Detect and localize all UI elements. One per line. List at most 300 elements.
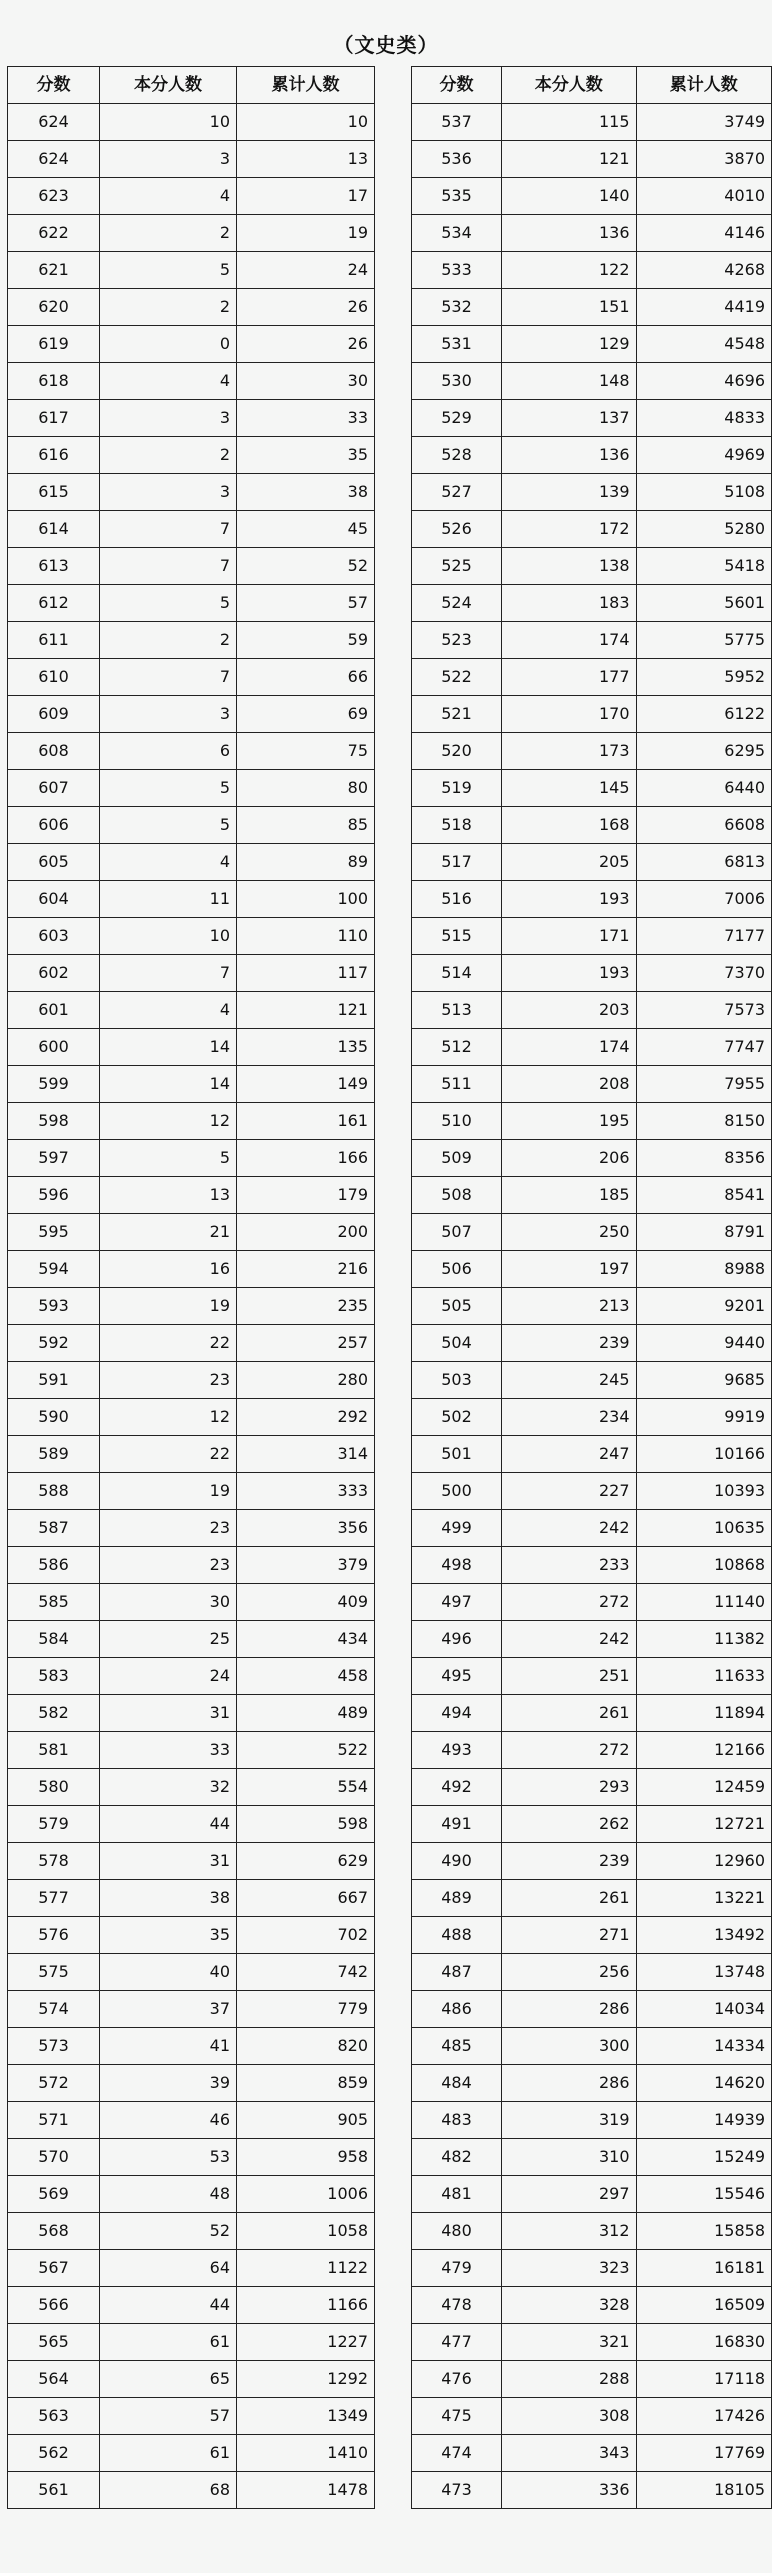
table-row [412, 437, 772, 474]
cell-count: 336 [502, 2472, 637, 2509]
cell-count: 44 [100, 1806, 237, 1843]
cell-count: 168 [502, 807, 637, 844]
cell-count: 7 [100, 659, 237, 696]
cell-score: 595 [8, 1214, 100, 1251]
table-row [8, 2361, 375, 2398]
cell-cumulative: 10868 [636, 1547, 771, 1584]
cell-score: 515 [412, 918, 502, 955]
cell-score: 564 [8, 2361, 100, 2398]
cell-cumulative: 13 [237, 141, 375, 178]
cell-score: 499 [412, 1510, 502, 1547]
table-row [8, 881, 375, 918]
table-row [412, 2324, 772, 2361]
table-row [8, 1658, 375, 1695]
cell-count: 5 [100, 770, 237, 807]
cell-cumulative: 409 [237, 1584, 375, 1621]
cell-score: 562 [8, 2435, 100, 2472]
cell-score: 477 [412, 2324, 502, 2361]
cell-score: 496 [412, 1621, 502, 1658]
cell-count: 7 [100, 511, 237, 548]
table-row [412, 844, 772, 881]
cell-cumulative: 8791 [636, 1214, 771, 1251]
table-row [412, 474, 772, 511]
header-cumulative: 累计人数 [237, 67, 375, 104]
table-row [412, 770, 772, 807]
table-row [8, 733, 375, 770]
table-row [412, 400, 772, 437]
cell-cumulative: 6440 [636, 770, 771, 807]
cell-score: 501 [412, 1436, 502, 1473]
cell-count: 328 [502, 2287, 637, 2324]
cell-count: 172 [502, 511, 637, 548]
cell-count: 203 [502, 992, 637, 1029]
cell-cumulative: 14034 [636, 1991, 771, 2028]
cell-count: 206 [502, 1140, 637, 1177]
table-row [412, 548, 772, 585]
cell-score: 584 [8, 1621, 100, 1658]
table-row [412, 2398, 772, 2435]
page-title: （文史类） [333, 33, 439, 57]
cell-count: 3 [100, 696, 237, 733]
cell-cumulative: 13221 [636, 1880, 771, 1917]
cell-score: 586 [8, 1547, 100, 1584]
table-row [412, 363, 772, 400]
cell-score: 527 [412, 474, 502, 511]
cell-score: 520 [412, 733, 502, 770]
cell-cumulative: 89 [237, 844, 375, 881]
cell-cumulative: 13748 [636, 1954, 771, 1991]
table-row [8, 659, 375, 696]
table-row [412, 881, 772, 918]
table-row [8, 1029, 375, 1066]
cell-cumulative: 4969 [636, 437, 771, 474]
cell-cumulative: 598 [237, 1806, 375, 1843]
cell-count: 251 [502, 1658, 637, 1695]
cell-cumulative: 522 [237, 1732, 375, 1769]
cell-score: 597 [8, 1140, 100, 1177]
table-row [8, 548, 375, 585]
cell-cumulative: 5108 [636, 474, 771, 511]
table-row [412, 1658, 772, 1695]
cell-score: 594 [8, 1251, 100, 1288]
cell-count: 145 [502, 770, 637, 807]
cell-cumulative: 80 [237, 770, 375, 807]
cell-count: 242 [502, 1621, 637, 1658]
cell-cumulative: 1478 [237, 2472, 375, 2509]
cell-cumulative: 6608 [636, 807, 771, 844]
table-row [8, 2139, 375, 2176]
cell-cumulative: 17426 [636, 2398, 771, 2435]
cell-count: 308 [502, 2398, 637, 2435]
cell-cumulative: 11140 [636, 1584, 771, 1621]
cell-count: 115 [502, 104, 637, 141]
table-row [8, 1399, 375, 1436]
cell-count: 12 [100, 1103, 237, 1140]
table-row [8, 844, 375, 881]
table-row [8, 1621, 375, 1658]
cell-count: 239 [502, 1325, 637, 1362]
cell-count: 40 [100, 1954, 237, 1991]
cell-count: 11 [100, 881, 237, 918]
cell-score: 511 [412, 1066, 502, 1103]
table-row [412, 2213, 772, 2250]
cell-count: 6 [100, 733, 237, 770]
cell-score: 568 [8, 2213, 100, 2250]
cell-cumulative: 10635 [636, 1510, 771, 1547]
table-row [8, 289, 375, 326]
cell-cumulative: 12960 [636, 1843, 771, 1880]
cell-count: 4 [100, 844, 237, 881]
table-row [8, 1843, 375, 1880]
cell-score: 616 [8, 437, 100, 474]
cell-count: 53 [100, 2139, 237, 2176]
cell-cumulative: 110 [237, 918, 375, 955]
cell-cumulative: 667 [237, 1880, 375, 1917]
table-row [8, 1214, 375, 1251]
cell-score: 566 [8, 2287, 100, 2324]
table-row [412, 2472, 772, 2509]
cell-cumulative: 117 [237, 955, 375, 992]
cell-score: 570 [8, 2139, 100, 2176]
cell-cumulative: 458 [237, 1658, 375, 1695]
cell-score: 620 [8, 289, 100, 326]
cell-count: 173 [502, 733, 637, 770]
table-row [8, 807, 375, 844]
cell-score: 532 [412, 289, 502, 326]
table-row [412, 1917, 772, 1954]
cell-score: 513 [412, 992, 502, 1029]
table-row [8, 1769, 375, 1806]
cell-cumulative: 8541 [636, 1177, 771, 1214]
cell-cumulative: 7177 [636, 918, 771, 955]
table-row [8, 992, 375, 1029]
cell-count: 171 [502, 918, 637, 955]
cell-score: 563 [8, 2398, 100, 2435]
table-row [412, 1177, 772, 1214]
cell-count: 193 [502, 955, 637, 992]
cell-cumulative: 10166 [636, 1436, 771, 1473]
cell-cumulative: 1349 [237, 2398, 375, 2435]
table-row [8, 1510, 375, 1547]
table-row [412, 2102, 772, 2139]
cell-score: 613 [8, 548, 100, 585]
cell-count: 21 [100, 1214, 237, 1251]
cell-score: 588 [8, 1473, 100, 1510]
cell-cumulative: 905 [237, 2102, 375, 2139]
cell-cumulative: 379 [237, 1547, 375, 1584]
cell-score: 487 [412, 1954, 502, 1991]
table-row [412, 1288, 772, 1325]
cell-score: 483 [412, 2102, 502, 2139]
header-count: 本分人数 [100, 67, 237, 104]
score-table-left [7, 66, 375, 2509]
table-row [8, 2065, 375, 2102]
cell-count: 234 [502, 1399, 637, 1436]
cell-cumulative: 820 [237, 2028, 375, 2065]
cell-count: 31 [100, 1843, 237, 1880]
cell-score: 479 [412, 2250, 502, 2287]
cell-cumulative: 4833 [636, 400, 771, 437]
table-row [8, 178, 375, 215]
cell-count: 14 [100, 1029, 237, 1066]
cell-score: 489 [412, 1880, 502, 1917]
cell-cumulative: 7747 [636, 1029, 771, 1066]
cell-score: 579 [8, 1806, 100, 1843]
cell-score: 498 [412, 1547, 502, 1584]
cell-cumulative: 9440 [636, 1325, 771, 1362]
table-row [8, 1584, 375, 1621]
cell-score: 605 [8, 844, 100, 881]
table-row [8, 363, 375, 400]
cell-cumulative: 59 [237, 622, 375, 659]
cell-score: 608 [8, 733, 100, 770]
cell-count: 41 [100, 2028, 237, 2065]
cell-count: 261 [502, 1695, 637, 1732]
cell-score: 571 [8, 2102, 100, 2139]
cell-score: 495 [412, 1658, 502, 1695]
cell-score: 591 [8, 1362, 100, 1399]
cell-score: 592 [8, 1325, 100, 1362]
table-row [8, 622, 375, 659]
cell-count: 151 [502, 289, 637, 326]
cell-score: 578 [8, 1843, 100, 1880]
cell-count: 197 [502, 1251, 637, 1288]
table-row [8, 1177, 375, 1214]
cell-score: 536 [412, 141, 502, 178]
cell-count: 46 [100, 2102, 237, 2139]
cell-score: 596 [8, 1177, 100, 1214]
table-row [8, 141, 375, 178]
table-row [412, 1066, 772, 1103]
cell-score: 585 [8, 1584, 100, 1621]
cell-score: 522 [412, 659, 502, 696]
cell-count: 33 [100, 1732, 237, 1769]
cell-count: 137 [502, 400, 637, 437]
table-row [8, 585, 375, 622]
table-row [412, 1214, 772, 1251]
cell-count: 2 [100, 622, 237, 659]
cell-count: 319 [502, 2102, 637, 2139]
cell-score: 624 [8, 141, 100, 178]
table-row [412, 807, 772, 844]
cell-cumulative: 85 [237, 807, 375, 844]
cell-count: 174 [502, 622, 637, 659]
cell-cumulative: 135 [237, 1029, 375, 1066]
cell-cumulative: 8150 [636, 1103, 771, 1140]
cell-cumulative: 6813 [636, 844, 771, 881]
cell-cumulative: 14939 [636, 2102, 771, 2139]
cell-cumulative: 18105 [636, 2472, 771, 2509]
table-row [412, 1769, 772, 1806]
cell-cumulative: 5601 [636, 585, 771, 622]
cell-count: 286 [502, 1991, 637, 2028]
cell-cumulative: 57 [237, 585, 375, 622]
cell-cumulative: 4696 [636, 363, 771, 400]
cell-score: 606 [8, 807, 100, 844]
cell-count: 271 [502, 1917, 637, 1954]
cell-cumulative: 15546 [636, 2176, 771, 2213]
table-row [8, 400, 375, 437]
cell-cumulative: 45 [237, 511, 375, 548]
cell-count: 14 [100, 1066, 237, 1103]
cell-score: 569 [8, 2176, 100, 2213]
cell-score: 589 [8, 1436, 100, 1473]
cell-count: 262 [502, 1806, 637, 1843]
table-row [412, 1621, 772, 1658]
table-row [412, 215, 772, 252]
cell-cumulative: 69 [237, 696, 375, 733]
table-row [412, 1991, 772, 2028]
table-row [412, 1843, 772, 1880]
cell-score: 507 [412, 1214, 502, 1251]
cell-cumulative: 10 [237, 104, 375, 141]
table-row [8, 1547, 375, 1584]
cell-count: 7 [100, 548, 237, 585]
table-row [8, 1103, 375, 1140]
cell-count: 23 [100, 1362, 237, 1399]
cell-score: 567 [8, 2250, 100, 2287]
cell-count: 48 [100, 2176, 237, 2213]
cell-score: 516 [412, 881, 502, 918]
cell-score: 611 [8, 622, 100, 659]
cell-count: 5 [100, 252, 237, 289]
table-row [8, 511, 375, 548]
cell-cumulative: 179 [237, 1177, 375, 1214]
cell-cumulative: 11633 [636, 1658, 771, 1695]
table-row [412, 1029, 772, 1066]
cell-score: 530 [412, 363, 502, 400]
table-header-row [8, 67, 375, 104]
table-header-row [412, 67, 772, 104]
cell-cumulative: 16181 [636, 2250, 771, 2287]
cell-score: 488 [412, 1917, 502, 1954]
table-row [412, 1436, 772, 1473]
cell-count: 52 [100, 2213, 237, 2250]
cell-count: 245 [502, 1362, 637, 1399]
cell-cumulative: 958 [237, 2139, 375, 2176]
cell-count: 10 [100, 918, 237, 955]
cell-score: 580 [8, 1769, 100, 1806]
cell-count: 136 [502, 437, 637, 474]
cell-cumulative: 3870 [636, 141, 771, 178]
cell-cumulative: 9919 [636, 1399, 771, 1436]
table-row [412, 141, 772, 178]
cell-cumulative: 16509 [636, 2287, 771, 2324]
cell-count: 242 [502, 1510, 637, 1547]
cell-cumulative: 66 [237, 659, 375, 696]
cell-cumulative: 75 [237, 733, 375, 770]
cell-score: 529 [412, 400, 502, 437]
cell-count: 272 [502, 1584, 637, 1621]
cell-cumulative: 17 [237, 178, 375, 215]
table-row [412, 1954, 772, 1991]
cell-score: 508 [412, 1177, 502, 1214]
cell-score: 575 [8, 1954, 100, 1991]
cell-score: 600 [8, 1029, 100, 1066]
table-row [8, 437, 375, 474]
cell-count: 23 [100, 1547, 237, 1584]
table-row [8, 1251, 375, 1288]
cell-cumulative: 314 [237, 1436, 375, 1473]
cell-score: 502 [412, 1399, 502, 1436]
cell-score: 602 [8, 955, 100, 992]
cell-cumulative: 489 [237, 1695, 375, 1732]
cell-count: 256 [502, 1954, 637, 1991]
table-row [412, 2176, 772, 2213]
table-row [412, 1695, 772, 1732]
cell-score: 480 [412, 2213, 502, 2250]
cell-score: 587 [8, 1510, 100, 1547]
cell-score: 612 [8, 585, 100, 622]
cell-count: 2 [100, 437, 237, 474]
cell-score: 590 [8, 1399, 100, 1436]
cell-count: 193 [502, 881, 637, 918]
cell-score: 525 [412, 548, 502, 585]
cell-count: 57 [100, 2398, 237, 2435]
cell-cumulative: 5418 [636, 548, 771, 585]
cell-count: 208 [502, 1066, 637, 1103]
cell-cumulative: 161 [237, 1103, 375, 1140]
cell-score: 481 [412, 2176, 502, 2213]
table-row [8, 2213, 375, 2250]
cell-cumulative: 52 [237, 548, 375, 585]
cell-cumulative: 257 [237, 1325, 375, 1362]
cell-count: 4 [100, 992, 237, 1029]
table-row [8, 1436, 375, 1473]
cell-count: 65 [100, 2361, 237, 2398]
cell-cumulative: 1227 [237, 2324, 375, 2361]
cell-cumulative: 859 [237, 2065, 375, 2102]
cell-score: 609 [8, 696, 100, 733]
table-row [412, 1251, 772, 1288]
cell-score: 526 [412, 511, 502, 548]
cell-cumulative: 12166 [636, 1732, 771, 1769]
cell-count: 16 [100, 1251, 237, 1288]
cell-count: 2 [100, 215, 237, 252]
cell-score: 614 [8, 511, 100, 548]
table-row [412, 1140, 772, 1177]
table-row [8, 1325, 375, 1362]
table-row [8, 696, 375, 733]
table-row [8, 1362, 375, 1399]
table-row [8, 1806, 375, 1843]
cell-cumulative: 6122 [636, 696, 771, 733]
cell-cumulative: 26 [237, 326, 375, 363]
cell-score: 618 [8, 363, 100, 400]
cell-score: 619 [8, 326, 100, 363]
table-row [412, 511, 772, 548]
cell-cumulative: 4548 [636, 326, 771, 363]
cell-cumulative: 7370 [636, 955, 771, 992]
cell-cumulative: 17118 [636, 2361, 771, 2398]
table-row [8, 2287, 375, 2324]
cell-score: 486 [412, 1991, 502, 2028]
cell-count: 38 [100, 1880, 237, 1917]
cell-cumulative: 292 [237, 1399, 375, 1436]
cell-count: 140 [502, 178, 637, 215]
cell-score: 524 [412, 585, 502, 622]
cell-score: 521 [412, 696, 502, 733]
table-row [412, 1399, 772, 1436]
cell-cumulative: 14620 [636, 2065, 771, 2102]
table-row [412, 289, 772, 326]
cell-count: 19 [100, 1473, 237, 1510]
cell-score: 523 [412, 622, 502, 659]
table-row [412, 992, 772, 1029]
table-row [412, 955, 772, 992]
cell-count: 174 [502, 1029, 637, 1066]
cell-cumulative: 11894 [636, 1695, 771, 1732]
